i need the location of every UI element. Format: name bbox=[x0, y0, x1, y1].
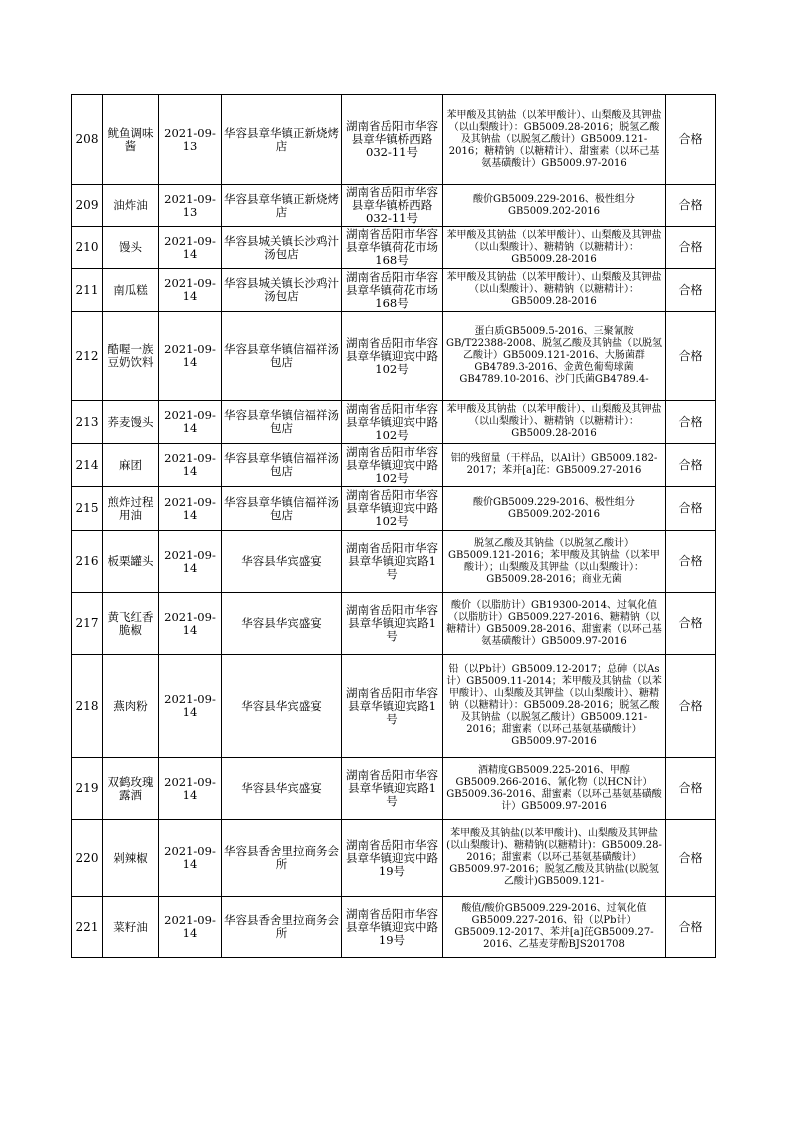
sampled-unit: 华容县章华镇信福祥汤包店 bbox=[222, 487, 342, 531]
inspection-items: 蛋白质GB5009.5-2016、三聚氰胺GB/T22388-2008、脱氢乙酸及其钠盐（以脱氢乙酸计）GB5009.121-2016、大肠菌群GB4789.3-2016、金黄色葡萄球菌GB4789.10-2016、沙门氏菌GB4789.4- bbox=[443, 312, 666, 401]
sampling-date: 2021-09-14 bbox=[159, 444, 222, 487]
food-name: 油炸油 bbox=[103, 185, 159, 227]
inspection-result: 合格 bbox=[666, 95, 716, 185]
sampled-unit: 华容县香舍里拉商务会所 bbox=[222, 820, 342, 897]
row-number: 218 bbox=[72, 655, 103, 758]
inspection-items: 苯甲酸及其钠盐（以苯甲酸计）、山梨酸及其钾盐（以山梨酸计）、糖精钠（以糖精计）：GB5009.28-2016 bbox=[443, 401, 666, 444]
sampling-date: 2021-09-14 bbox=[159, 820, 222, 897]
unit-address: 湖南省岳阳市华容县章华镇迎宾中路102号 bbox=[342, 401, 443, 444]
row-number: 214 bbox=[72, 444, 103, 487]
food-name: 菜籽油 bbox=[103, 897, 159, 958]
sampled-unit: 华容县章华镇信福祥汤包店 bbox=[222, 444, 342, 487]
food-name: 鱿鱼调味酱 bbox=[103, 95, 159, 185]
table-row bbox=[72, 487, 716, 531]
inspection-items: 苯甲酸及其钠盐（以苯甲酸计）、山梨酸及其钾盐（以山梨酸计）、糖精钠（以糖精计）：GB5009.28-2016 bbox=[443, 269, 666, 312]
row-number: 220 bbox=[72, 820, 103, 897]
sampling-date: 2021-09-14 bbox=[159, 401, 222, 444]
sampling-date: 2021-09-14 bbox=[159, 655, 222, 758]
row-number: 217 bbox=[72, 593, 103, 655]
inspection-items: 铅（以Pb计）GB5009.12-2017；总砷（以As计）GB5009.11-2014；苯甲酸及其钠盐（以苯甲酸计）、山梨酸及其钾盐（以山梨酸计）、糖精钠（以糖精计）：GB5009.28-2016；脱氢乙酸及其钠盐（以脱氢乙酸计）GB5009.121-2016；甜蜜素（以环己基氨基磺酸计）GB5009.97-2016 bbox=[443, 655, 666, 758]
inspection-items: 苯甲酸及其钠盐（以苯甲酸计）、山梨酸及其钾盐（以山梨酸计）、糖精钠（以糖精计）：GB5009.28-2016 bbox=[443, 227, 666, 269]
unit-address: 湖南省岳阳市华容县章华镇迎宾路1号 bbox=[342, 531, 443, 593]
sampling-date: 2021-09-14 bbox=[159, 758, 222, 820]
sampling-date: 2021-09-14 bbox=[159, 593, 222, 655]
row-number: 212 bbox=[72, 312, 103, 401]
inspection-results-table bbox=[71, 94, 716, 958]
row-number: 209 bbox=[72, 185, 103, 227]
inspection-result: 合格 bbox=[666, 531, 716, 593]
unit-address: 湖南省岳阳市华容县章华镇迎宾中路19号 bbox=[342, 897, 443, 958]
table-row bbox=[72, 820, 716, 897]
sampled-unit: 华容县城关镇长沙鸡汁汤包店 bbox=[222, 227, 342, 269]
row-number: 221 bbox=[72, 897, 103, 958]
table-row bbox=[72, 758, 716, 820]
food-name: 南瓜糕 bbox=[103, 269, 159, 312]
sampling-date: 2021-09-14 bbox=[159, 312, 222, 401]
row-number: 211 bbox=[72, 269, 103, 312]
food-name: 黄飞红香脆椒 bbox=[103, 593, 159, 655]
inspection-items: 苯甲酸及其钠盐（以苯甲酸计）、山梨酸及其钾盐（以山梨酸计）：GB5009.28-2016；脱氢乙酸及其钠盐（以脱氢乙酸计）GB5009.121-2016；糖精钠（以糖精计）、甜蜜素（以环己基氨基磺酸计）GB5009.97-2016 bbox=[443, 95, 666, 185]
table-row bbox=[72, 401, 716, 444]
inspection-result: 合格 bbox=[666, 269, 716, 312]
table-body bbox=[72, 95, 716, 958]
inspection-result: 合格 bbox=[666, 227, 716, 269]
table-row bbox=[72, 269, 716, 312]
food-name: 酷喔一族豆奶饮料 bbox=[103, 312, 159, 401]
sampled-unit: 华容县华宾盛宴 bbox=[222, 758, 342, 820]
row-number: 219 bbox=[72, 758, 103, 820]
table-row bbox=[72, 227, 716, 269]
table-row bbox=[72, 593, 716, 655]
food-name: 燕肉粉 bbox=[103, 655, 159, 758]
inspection-result: 合格 bbox=[666, 185, 716, 227]
food-name: 麻团 bbox=[103, 444, 159, 487]
table-row bbox=[72, 95, 716, 185]
sampled-unit: 华容县华宾盛宴 bbox=[222, 655, 342, 758]
inspection-items: 酸价GB5009.229-2016、极性组分GB5009.202-2016 bbox=[443, 185, 666, 227]
unit-address: 湖南省岳阳市华容县章华镇荷花市场168号 bbox=[342, 227, 443, 269]
sampled-unit: 华容县香舍里拉商务会所 bbox=[222, 897, 342, 958]
food-name: 双鹤玫瑰露酒 bbox=[103, 758, 159, 820]
inspection-items: 脱氢乙酸及其钠盐（以脱氢乙酸计）GB5009.121-2016；苯甲酸及其钠盐（以苯甲酸计）；山梨酸及其钾盐（以山梨酸计）：GB5009.28-2016；商业无菌 bbox=[443, 531, 666, 593]
inspection-items: 苯甲酸及其钠盐(以苯甲酸计)、山梨酸及其钾盐(以山梨酸计)、糖精钠(以糖精计)：GB5009.28-2016；甜蜜素（以环己基氨基磺酸计）GB5009.97-2016；脱氢乙酸及其钠盐(以脱氢乙酸计)GB5009.121- bbox=[443, 820, 666, 897]
unit-address: 湖南省岳阳市华容县章华镇迎宾中路102号 bbox=[342, 312, 443, 401]
sampling-date: 2021-09-13 bbox=[159, 95, 222, 185]
sampling-date: 2021-09-14 bbox=[159, 227, 222, 269]
table-row bbox=[72, 531, 716, 593]
inspection-result: 合格 bbox=[666, 758, 716, 820]
sampled-unit: 华容县章华镇正新烧烤店 bbox=[222, 185, 342, 227]
sampling-date: 2021-09-14 bbox=[159, 269, 222, 312]
unit-address: 湖南省岳阳市华容县章华镇迎宾中路102号 bbox=[342, 487, 443, 531]
sampling-date: 2021-09-13 bbox=[159, 185, 222, 227]
inspection-result: 合格 bbox=[666, 487, 716, 531]
unit-address: 湖南省岳阳市华容县章华镇荷花市场168号 bbox=[342, 269, 443, 312]
sampled-unit: 华容县城关镇长沙鸡汁汤包店 bbox=[222, 269, 342, 312]
inspection-result: 合格 bbox=[666, 444, 716, 487]
row-number: 216 bbox=[72, 531, 103, 593]
inspection-result: 合格 bbox=[666, 401, 716, 444]
row-number: 208 bbox=[72, 95, 103, 185]
unit-address: 湖南省岳阳市华容县章华镇迎宾中路19号 bbox=[342, 820, 443, 897]
inspection-items: 酸价GB5009.229-2016、极性组分GB5009.202-2016 bbox=[443, 487, 666, 531]
inspection-items: 铝的残留量（干样品，以Al计）GB5009.182-2017；苯并[a]芘：GB5009.27-2016 bbox=[443, 444, 666, 487]
sampled-unit: 华容县章华镇正新烧烤店 bbox=[222, 95, 342, 185]
unit-address: 湖南省岳阳市华容县章华镇桥西路032-11号 bbox=[342, 185, 443, 227]
sampling-date: 2021-09-14 bbox=[159, 897, 222, 958]
inspection-result: 合格 bbox=[666, 820, 716, 897]
food-name: 馒头 bbox=[103, 227, 159, 269]
table-row bbox=[72, 897, 716, 958]
inspection-items: 酒精度GB5009.225-2016、甲醇GB5009.266-2016、氰化物（以HCN计）GB5009.36-2016、甜蜜素（以环己基氨基磺酸计）GB5009.97-2016 bbox=[443, 758, 666, 820]
food-name: 板栗罐头 bbox=[103, 531, 159, 593]
table-row bbox=[72, 312, 716, 401]
food-name: 剁辣椒 bbox=[103, 820, 159, 897]
unit-address: 湖南省岳阳市华容县章华镇迎宾路1号 bbox=[342, 655, 443, 758]
sampled-unit: 华容县华宾盛宴 bbox=[222, 593, 342, 655]
food-name: 煎炸过程用油 bbox=[103, 487, 159, 531]
food-name: 荞麦馒头 bbox=[103, 401, 159, 444]
unit-address: 湖南省岳阳市华容县章华镇迎宾路1号 bbox=[342, 758, 443, 820]
unit-address: 湖南省岳阳市华容县章华镇桥西路032-11号 bbox=[342, 95, 443, 185]
sampled-unit: 华容县华宾盛宴 bbox=[222, 531, 342, 593]
row-number: 215 bbox=[72, 487, 103, 531]
sampling-date: 2021-09-14 bbox=[159, 487, 222, 531]
sampled-unit: 华容县章华镇信福祥汤包店 bbox=[222, 312, 342, 401]
unit-address: 湖南省岳阳市华容县章华镇迎宾路1号 bbox=[342, 593, 443, 655]
table-row bbox=[72, 655, 716, 758]
inspection-result: 合格 bbox=[666, 655, 716, 758]
table-row bbox=[72, 185, 716, 227]
row-number: 210 bbox=[72, 227, 103, 269]
inspection-items: 酸值/酸价GB5009.229-2016、过氧化值GB5009.227-2016、铅（以Pb计）GB5009.12-2017、苯并[a]芘GB5009.27-2016、乙基麦芽酚BJS201708 bbox=[443, 897, 666, 958]
inspection-result: 合格 bbox=[666, 897, 716, 958]
inspection-result: 合格 bbox=[666, 593, 716, 655]
sampling-date: 2021-09-14 bbox=[159, 531, 222, 593]
unit-address: 湖南省岳阳市华容县章华镇迎宾中路102号 bbox=[342, 444, 443, 487]
inspection-items: 酸价（以脂肪计）GB19300-2014、过氧化值（以脂肪计）GB5009.227-2016、糖精钠（以糖精计）GB5009.28-2016、甜蜜素（以环己基氨基磺酸计）GB5009.97-2016 bbox=[443, 593, 666, 655]
row-number: 213 bbox=[72, 401, 103, 444]
sampled-unit: 华容县章华镇信福祥汤包店 bbox=[222, 401, 342, 444]
inspection-result: 合格 bbox=[666, 312, 716, 401]
table-row bbox=[72, 444, 716, 487]
